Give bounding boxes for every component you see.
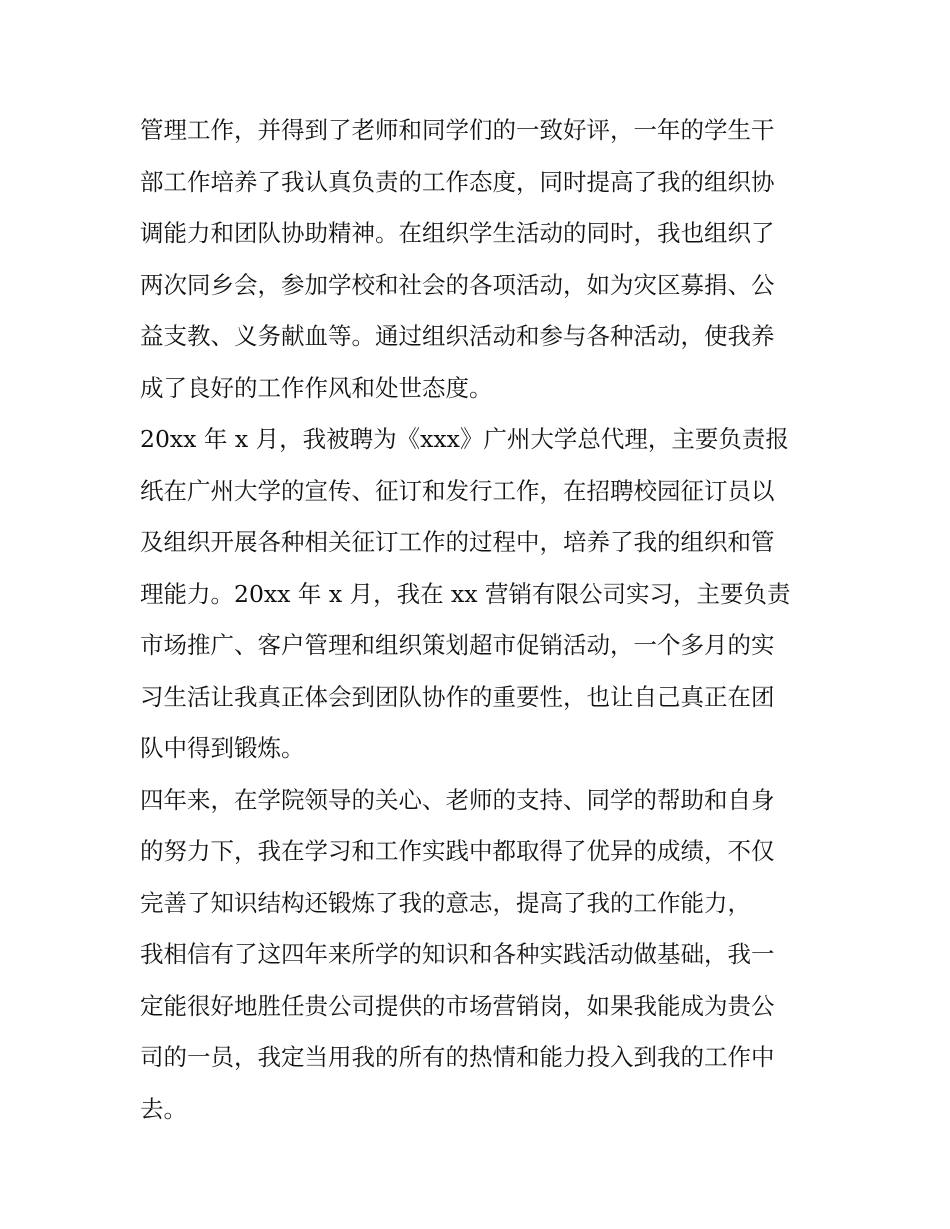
- text-line: 市场推广、客户管理和组织策划超市促销活动，一个多月的实: [140, 631, 775, 659]
- text-line: 管理工作，并得到了老师和同学们的一致好评，一年的学生干: [140, 116, 775, 144]
- text-line: 队中得到锻炼。: [140, 734, 305, 762]
- text-line: 及组织开展各种相关征订工作的过程中，培养了我的组织和管: [140, 528, 775, 556]
- text-line: 成了良好的工作作风和处世态度。: [140, 373, 493, 402]
- text-line: 定能很好地胜任贵公司提供的市场营销岗，如果我能成为贵公: [140, 991, 775, 1020]
- document-body: [140, 105, 830, 1135]
- text-line: 部工作培养了我认真负责的工作态度，同时提高了我的组织协: [140, 167, 775, 196]
- text-line: 去。: [140, 1094, 187, 1123]
- text-line: 调能力和团队协助精神。在组织学生活动的同时，我也组织了: [140, 219, 775, 247]
- text-line: 完善了知识结构还锻炼了我的意志，提高了我的工作能力，: [140, 888, 751, 917]
- text-line: 理能力。20xx 年 x 月，我在 xx 营销有限公司实习，主要负责: [140, 579, 791, 608]
- text-line: 我相信有了这四年来所学的知识和各种实践活动做基础，我一: [140, 940, 775, 968]
- text-line: 习生活让我真正体会到团队协作的重要性，也让自己真正在团: [140, 682, 775, 711]
- text-line: 20xx 年 x 月，我被聘为《xxx》广州大学总代理，主要负责报: [140, 425, 789, 453]
- text-line: 纸在广州大学的宣传、征订和发行工作，在招聘校园征订员以: [140, 476, 775, 505]
- text-line: 益支教、义务献血等。通过组织活动和参与各种活动，使我养: [140, 322, 775, 350]
- text-line: 的努力下，我在学习和工作实践中都取得了优异的成绩，不仅: [140, 837, 775, 865]
- text-line: 两次同乡会，参加学校和社会的各项活动，如为灾区募捐、公: [140, 270, 775, 299]
- text-line: 四年来，在学院领导的关心、老师的支持、同学的帮助和自身: [140, 785, 775, 814]
- text-line: 司的一员，我定当用我的所有的热情和能力投入到我的工作中: [140, 1043, 775, 1071]
